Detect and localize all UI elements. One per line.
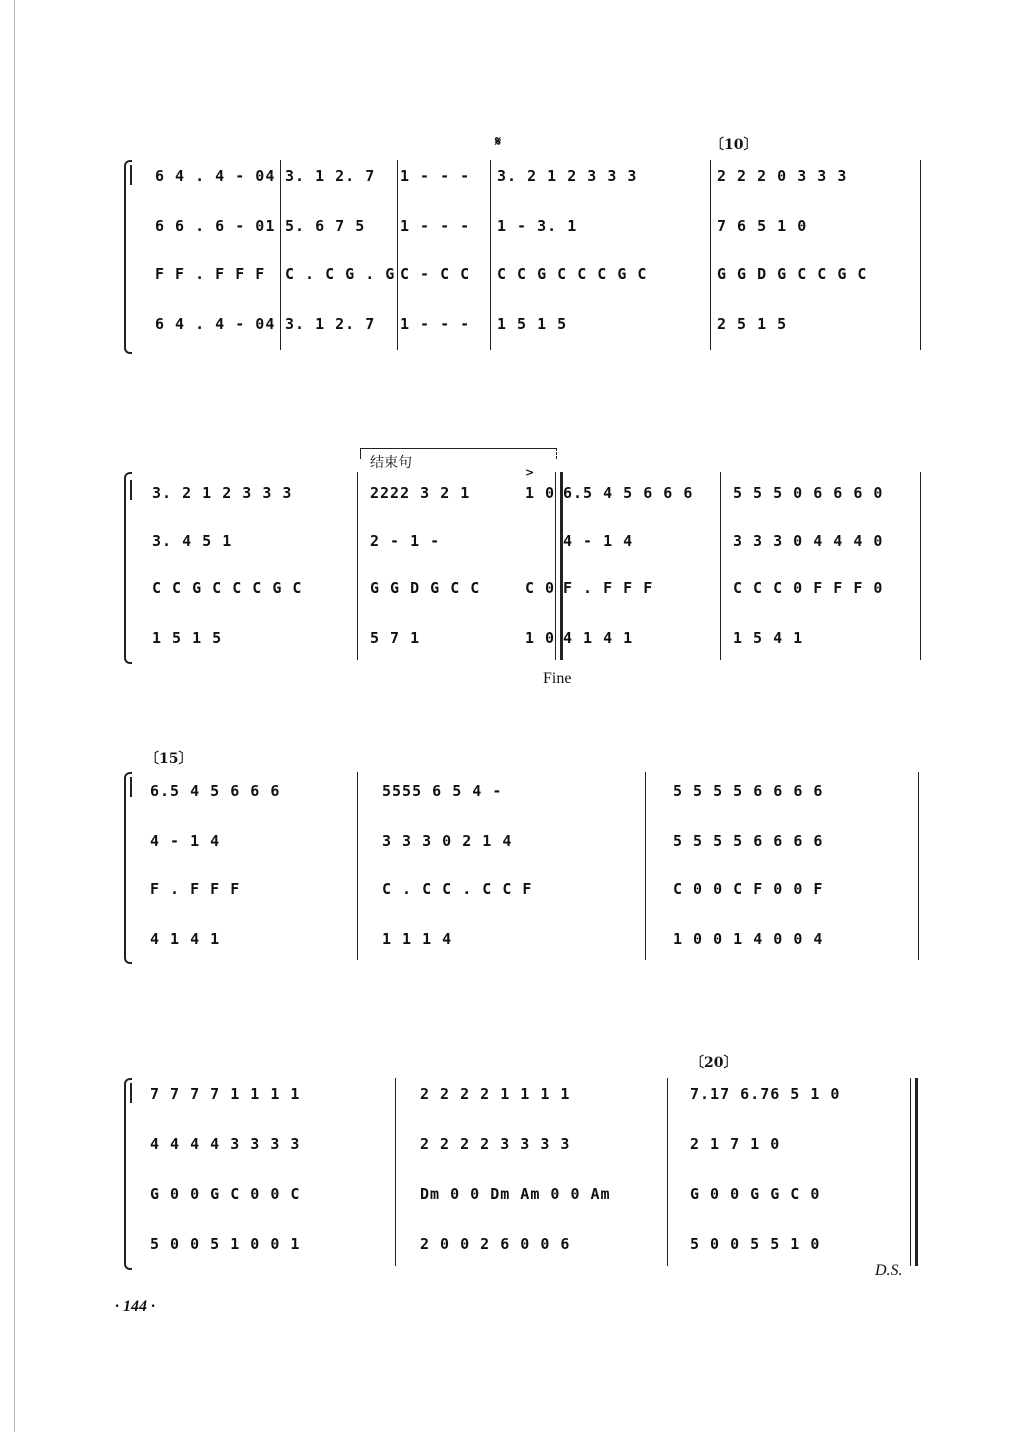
measure: F F . F F F	[155, 265, 266, 283]
measure: 3 3 3 0 2 1 4	[382, 832, 513, 850]
measure: 1 0 0 1 4 0 0 4	[673, 930, 824, 948]
harmony-part	[130, 215, 925, 247]
score-system-1	[130, 134, 925, 360]
measure: F . F F F	[150, 880, 241, 898]
measure: 1 - - -	[400, 217, 471, 235]
score-system-3	[130, 751, 925, 972]
measure: 1 - - -	[400, 167, 471, 185]
measure: 5 7 1	[370, 629, 421, 647]
accent-mark: >	[525, 466, 535, 479]
bass-part	[130, 313, 925, 345]
bass-part	[130, 627, 925, 659]
melody-part	[130, 165, 925, 197]
measure: 2 1 7 1 0	[690, 1135, 781, 1153]
chord-part	[130, 1183, 925, 1215]
measure: 4 1 4 1	[150, 930, 221, 948]
measure: 5 0 0 5 5 1 0	[690, 1235, 821, 1253]
rehearsal-mark-10: 〔10〕	[710, 137, 758, 153]
dal-segno-marking: D.S.	[875, 1262, 903, 1279]
measure: 3. 4 5 1	[152, 532, 233, 550]
score-system-4	[130, 1055, 925, 1279]
measure: 3. 1 2. 7	[285, 315, 376, 333]
measure: 6 6 . 6 - 01	[155, 217, 276, 235]
measure: 2222 3 2 1	[370, 484, 471, 502]
measure: 1 5 4 1	[733, 629, 804, 647]
melody-part	[130, 1083, 925, 1115]
measure: C . C G . G	[285, 265, 396, 283]
measure: 6 4 . 4 - 04	[155, 315, 276, 333]
measure: G 0 0 G G C 0	[690, 1185, 821, 1203]
measure: C C G C C C G C	[152, 579, 303, 597]
measure: 4 - 1 4	[563, 532, 634, 550]
measure: C C G C C C G C	[497, 265, 648, 283]
measure: 5. 6 7 5	[285, 217, 366, 235]
rehearsal-mark-20: 〔20〕	[690, 1055, 738, 1071]
chord-part	[130, 577, 925, 609]
measure: 2 2 2 2 1 1 1 1	[420, 1085, 571, 1103]
measure: 1 0	[525, 629, 556, 647]
measure: 6 4 . 4 - 04	[155, 167, 276, 185]
fine-marking: Fine	[543, 670, 572, 687]
measure: 1 - 3. 1	[497, 217, 578, 235]
measure: G G D G C C G C	[717, 265, 868, 283]
measure: 2 2 2 0 3 3 3	[717, 167, 848, 185]
melody-part	[130, 780, 925, 812]
page-edge-line	[14, 0, 15, 1432]
measure: F . F F F	[563, 579, 654, 597]
measure: 2 2 2 2 3 3 3 3	[420, 1135, 571, 1153]
ending-label: 结束句	[370, 455, 412, 471]
measure: 7 6 5 1 0	[717, 217, 808, 235]
chord-part	[130, 878, 925, 910]
measure: 7 7 7 7 1 1 1 1	[150, 1085, 301, 1103]
measure: 5555 6 5 4 -	[382, 782, 503, 800]
measure: 3. 2 1 2 3 3 3	[152, 484, 293, 502]
measure: 5 5 5 5 6 6 6 6	[673, 782, 824, 800]
measure: G G D G C C	[370, 579, 481, 597]
harmony-part	[130, 530, 925, 562]
bass-part	[130, 1233, 925, 1265]
score-system-2	[130, 455, 925, 687]
measure: C . C C . C C F	[382, 880, 533, 898]
measure: 5 5 5 0 6 6 6 0	[733, 484, 884, 502]
chord-part	[130, 263, 925, 295]
measure: 7.17 6.76 5 1 0	[690, 1085, 841, 1103]
measure: C 0	[525, 579, 556, 597]
measure: C C C 0 F F F 0	[733, 579, 884, 597]
measure: C 0 0 C F 0 0 F	[673, 880, 824, 898]
measure: 2 - 1 -	[370, 532, 441, 550]
measure: 1 5 1 5	[497, 315, 568, 333]
measure: 1 5 1 5	[152, 629, 223, 647]
measure: 6.5 4 5 6 6 6	[150, 782, 281, 800]
measure: 5 5 5 5 6 6 6 6	[673, 832, 824, 850]
measure: 2 5 1 5	[717, 315, 788, 333]
measure: 1 1 1 4	[382, 930, 453, 948]
bass-part	[130, 928, 925, 960]
measure: 6.5 4 5 6 6 6	[563, 484, 694, 502]
harmony-part	[130, 1133, 925, 1165]
measure: Dm 0 0 Dm Am 0 0 Am	[420, 1185, 611, 1203]
melody-part	[130, 482, 925, 514]
measure: 2 0 0 2 6 0 0 6	[420, 1235, 571, 1253]
measure: 3. 1 2. 7	[285, 167, 376, 185]
measure: 1 - - -	[400, 315, 471, 333]
page-number: · 144 ·	[115, 1298, 155, 1315]
measure: 4 4 4 4 3 3 3 3	[150, 1135, 301, 1153]
measure: C - C C	[400, 265, 471, 283]
harmony-part	[130, 830, 925, 862]
rehearsal-mark-15: 〔15〕	[145, 751, 193, 767]
measure: 3 3 3 0 4 4 4 0	[733, 532, 884, 550]
measure: 5 0 0 5 1 0 0 1	[150, 1235, 301, 1253]
measure: 1 0	[525, 484, 556, 502]
measure: 4 - 1 4	[150, 832, 221, 850]
measure: G 0 0 G C 0 0 C	[150, 1185, 301, 1203]
measure: 3. 2 1 2 3 3 3	[497, 167, 638, 185]
segno-sign: 𝄋	[495, 134, 502, 150]
measure: 4 1 4 1	[563, 629, 634, 647]
